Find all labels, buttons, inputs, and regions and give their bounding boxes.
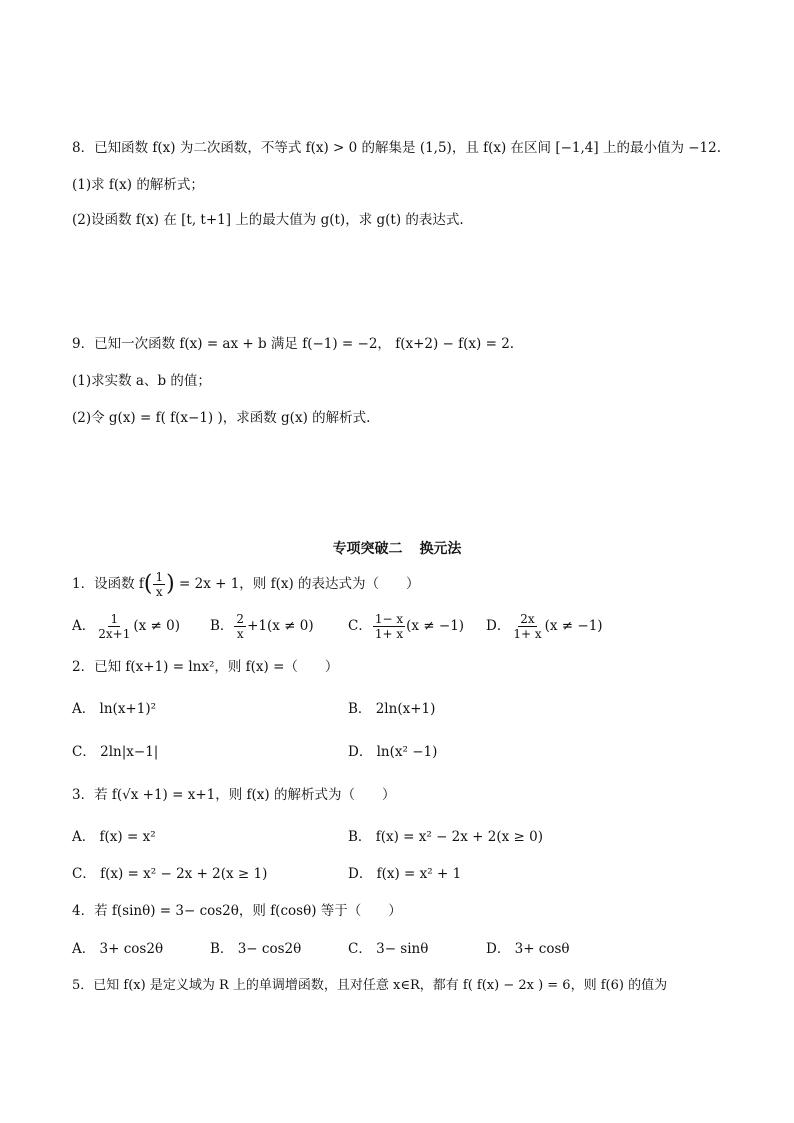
s1-option-c[interactable] <box>348 612 464 641</box>
s1-frac-den: x <box>155 585 163 599</box>
s4-option-c[interactable]: C． 3− sinθ <box>348 941 429 957</box>
s1-stem-a: 1．设函数 f <box>72 576 144 592</box>
s2-option-b[interactable]: B． 2ln(x+1) <box>348 701 436 717</box>
s2-option-c[interactable]: C． 2ln|x−1| <box>72 744 159 760</box>
q9-part2: (2)令 g(x) = f( f(x−1) )，求函数 g(x) 的解析式. <box>72 410 371 426</box>
s3-stem: 3．若 f(√x +1) = x+1，则 f(x) 的解析式为（ ） <box>72 787 396 803</box>
s1-c-num: 1− x <box>374 612 404 626</box>
section-title-main: 专项突破二 <box>332 541 403 557</box>
q8-part1: (1)求 f(x) 的解析式； <box>72 177 204 193</box>
s1-b-frac <box>234 612 246 641</box>
s1-d-frac <box>511 612 543 641</box>
s3-option-a[interactable]: A． f(x) = x² <box>72 829 156 845</box>
q8-stem: 8．已知函数 f(x) 为二次函数，不等式 f(x) > 0 的解集是 (1,5)，且 f(x) 在区间 [−1,4] 上的最小值为 −12. <box>72 140 722 156</box>
s1-b-label: B． <box>210 618 234 634</box>
s1-d-num: 2x <box>520 612 535 626</box>
s2-option-a[interactable]: A． ln(x+1)² <box>72 701 157 717</box>
s1-d-label: D． <box>486 618 511 634</box>
q8-part2: (2)设函数 f(x) 在 [t, t+1] 上的最大值为 g(t)，求 g(t) 的表达式. <box>72 212 464 228</box>
q9-stem: 9．已知一次函数 f(x) = ax + b 满足 f(−1) = −2， f(x+2) − f(x) = 2. <box>72 336 515 352</box>
s2-option-d[interactable]: D． ln(x² −1) <box>348 744 438 760</box>
s5-stem: 5．已知 f(x) 是定义域为 R 上的单调增函数，且对任意 x∈R，都有 f( f(x) − 2x ) = 6，则 f(6) 的值为 <box>72 978 668 993</box>
s1-stem: 1．设函数 f( $\frac{1}{x}$ ) = 2x + 1，则 f(x) 的表达式为（ ） <box>72 570 420 599</box>
s1-c-label: C． <box>348 618 372 634</box>
s2-stem: 2．已知 f(x+1) = lnx²，则 f(x) =（ ） <box>72 659 339 675</box>
s1-stem-b: = 2x + 1，则 f(x) 的表达式为（ ） <box>179 576 420 592</box>
s1-a-label: A． <box>72 618 96 634</box>
s1-a-frac <box>96 612 132 641</box>
s1-d-cond: (x ≠ −1) <box>544 618 603 634</box>
s1-d-den: 1+ x <box>513 627 542 641</box>
s1-b-num: 2 <box>236 612 245 626</box>
s4-option-d[interactable]: D． 3+ cosθ <box>486 941 570 957</box>
section-title <box>0 538 794 558</box>
s3-option-b[interactable]: B． f(x) = x² − 2x + 2(x ≥ 0) <box>348 829 543 845</box>
s3-option-d[interactable]: D． f(x) = x² + 1 <box>348 866 462 882</box>
s1-option-a[interactable] <box>72 612 180 641</box>
s1-fraction <box>153 570 165 599</box>
s1-c-cond: (x ≠ −1) <box>406 618 465 634</box>
s4-option-a[interactable]: A． 3+ cos2θ <box>72 941 164 957</box>
s1-a-num: 1 <box>110 612 119 626</box>
s4-stem: 4．若 f(sinθ) = 3− cos2θ，则 f(cosθ) 等于（ ） <box>72 903 402 919</box>
s4-option-b[interactable]: B． 3− cos2θ <box>210 941 302 957</box>
section-title-method: 换元法 <box>419 541 462 557</box>
q9-part1: (1)求实数 a、b 的值； <box>72 373 211 389</box>
s3-option-c[interactable]: C． f(x) = x² − 2x + 2(x ≥ 1) <box>72 866 268 882</box>
s1-b-rest: +1(x ≠ 0) <box>247 618 314 634</box>
s1-frac-num: 1 <box>155 570 164 584</box>
s1-c-den: 1+ x <box>374 627 404 641</box>
s1-a-den: 2x+1 <box>98 627 131 641</box>
s1-option-b[interactable] <box>210 612 314 641</box>
s1-option-d[interactable] <box>486 612 603 641</box>
s1-c-frac <box>373 612 405 641</box>
s1-a-cond: (x ≠ 0) <box>133 618 180 634</box>
s1-b-den: x <box>236 627 244 641</box>
